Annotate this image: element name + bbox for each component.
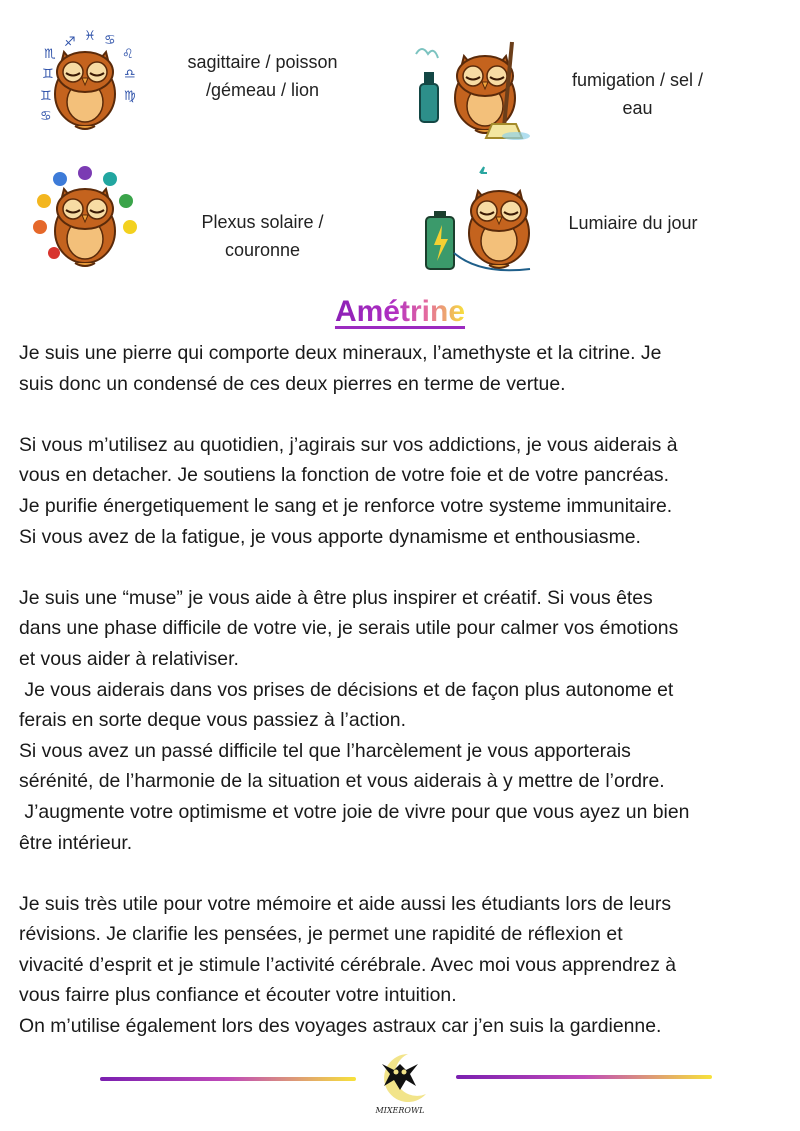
owl-zodiac-icon [30,28,140,138]
cleaning-text: fumigation / sel / eau [571,70,704,118]
zodiac-glyph: ♏ [44,47,56,62]
paragraph-line: Je suis une pierre qui comporte deux mineraux, l’amethyste et la citrine. Je [19,342,662,364]
zodiac-glyph: ♐ [64,35,76,50]
page-title: Amétrine [334,295,466,328]
footer-divider-left [100,1077,356,1081]
paragraph-line: sérénité, de l’harmonie de la situation et vous aiderais à y mettre de l’ordre. [19,770,665,793]
paragraph-line: et vous aider à relativiser. [19,647,239,670]
paragraph-line: dans une phase difficile de votre vie, je serais utile pour calmer vos émotions [19,617,679,640]
logo-text: MIXEROWL [375,1106,425,1115]
paragraph-line: vivacité d’esprit et je stimule l’activité cérébrale. Avec moi vous apprendrez à [19,953,677,976]
owl-chakra-icon [30,165,140,275]
owl-cleaning-icon [412,32,522,142]
paragraph-line: Si vous m’utilisez au quotidien, j’agirais sur vos addictions, je vous aiderais à [19,433,678,456]
battery-text: Lumiaire du jour [568,213,698,233]
paragraph-line: Si vous avez un passé difficile tel que l’harcèlement je vous apporterais [19,739,631,762]
zodiac-glyph: ♓ [84,29,96,44]
footer-divider-right [456,1075,712,1079]
body-text [19,338,789,1042]
zodiac-glyph: ♋ [40,109,52,124]
crescent-owl-icon [368,1050,432,1106]
paragraph-line: être intérieur. [19,831,133,854]
zodiac-text: sagittaire / poisson /gémeau / lion [187,52,338,100]
paragraph-line: On m’utilise également lors des voyages astraux car j’en suis la gardienne. [19,1015,662,1038]
chakra-text: Plexus solaire / couronne [201,212,324,260]
paragraph-line: Je suis très utile pour votre mémoire et aide aussi les étudiants lors de leurs [19,892,672,915]
paragraph-line: Je suis une “muse” je vous aide à être plus inspirer et créatif. Si vous êtes [19,586,653,609]
paragraph-line: révisions. Je clarifie les pensées, je permet une rapidité de réflexion et [19,923,623,946]
owl-logo [368,1050,432,1122]
paragraph-line: vous fairre plus confiance et écouter votre intuition. [19,984,457,1007]
zodiac-glyph: ♌ [122,47,134,62]
paragraph-line: ferais en sorte deque vous passiez à l’action. [19,709,406,732]
paragraph-line: Je vous aiderais dans vos prises de décisions et de façon plus autonome et [19,678,674,701]
owl-battery-icon [420,163,540,273]
paragraph-line: J’augmente votre optimisme et votre joie de vivre pour que vous ayez un bien [19,800,690,823]
paragraph-line: Je purifie énergetiquement le sang et je renforce votre systeme immunitaire. [19,494,673,517]
zodiac-glyph: ♊ [40,89,52,104]
paragraph-line: Si vous avez de la fatigue, je vous apporte dynamisme et enthousiasme. [19,525,641,548]
paragraph-line: suis donc un condensé de ces deux pierres en terme de vertue. [19,372,566,395]
paragraph-line: vous en detacher. Je soutiens la fonction de votre foie et de votre pancréas. [19,464,669,487]
zodiac-glyph: ♊ [42,67,54,82]
zodiac-glyph: ♎ [124,67,136,82]
zodiac-glyph: ♍ [124,89,136,104]
zodiac-glyph: ♋ [104,33,116,48]
